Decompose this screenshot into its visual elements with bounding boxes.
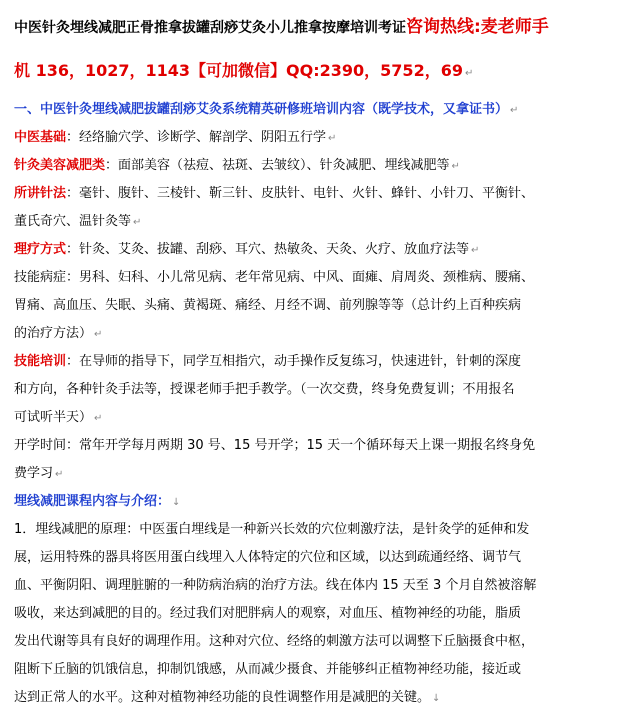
paragraph-mark-icon: ↵ — [451, 161, 460, 172]
principle-line — [14, 521, 529, 539]
schedule-line-2 — [14, 465, 63, 484]
basics-line — [14, 129, 336, 148]
needles-text-1: ：毫针、腹针、三棱针、靳三针、皮肤针、电针、火针、蜂针、小针刀、平衡针、 — [66, 186, 535, 201]
paragraph-mark-icon: ↵ — [55, 469, 64, 480]
paragraph-mark-icon: ↵ — [471, 245, 480, 256]
principle-text: 发出代谢等具有良好的调理作用。这种对穴位、经络的刺激方法可以调整下丘脑摄食中枢， — [14, 634, 535, 649]
needles-line-1 — [14, 185, 534, 203]
schedule-text-1: 开学时间：常年开学每月两期 30 号、15 号开学；15 天一个循环每天上课一期报名终身免 — [14, 438, 536, 453]
paragraph-mark-icon: ↓ — [432, 693, 441, 704]
principle-line — [14, 633, 534, 651]
training-text-3: 可试听半天） — [14, 410, 93, 425]
phone-text: 机 136，1027，1143【可加微信】QQ:2390，5752，69 — [14, 61, 463, 80]
training-line-2 — [14, 381, 515, 399]
principle-line — [14, 605, 521, 623]
hotline-label: 咨询热线:麦老师手 — [406, 17, 549, 37]
training-line-3 — [14, 409, 102, 428]
diseases-text-2: 胃痛、高血压、失眠、头痛、黄褐斑、痛经、月经不调、前列腺等等（总计约上百种疾病 — [14, 298, 522, 313]
training-text-2: 和方向，各种针灸手法等，授课老师手把手教学。（一次交费，终身免费复训；不用报名 — [14, 382, 515, 397]
section2-heading-line — [14, 493, 180, 512]
header-line — [14, 18, 549, 38]
section1-heading: 一、中医针灸埋线减肥拔罐刮痧艾灸系统精英研修班培训内容（既学技术，又拿证书） — [14, 102, 509, 117]
section1-heading-line — [14, 101, 518, 120]
therapy-text: ：针灸、艾灸、拔罐、刮痧、耳穴、热敏灸、天灸、火疗、放血疗法等 — [66, 242, 470, 257]
header-title: 中医针灸埋线减肥正骨推拿拔罐刮痧艾灸小儿推拿按摩培训考证 — [14, 20, 406, 36]
needles-label: 所讲针法 — [14, 186, 67, 201]
paragraph-mark-icon: ↵ — [328, 133, 337, 144]
training-line-1 — [14, 353, 521, 371]
phone-line — [14, 62, 473, 83]
diseases-line-1 — [14, 269, 534, 287]
principle-line — [14, 689, 440, 708]
diseases-line-2 — [14, 297, 521, 315]
paragraph-mark-icon: ↵ — [94, 413, 103, 424]
principle-line — [14, 661, 521, 679]
paragraph-mark-icon: ↵ — [510, 105, 519, 116]
therapy-label: 理疗方式 — [14, 242, 67, 257]
paragraph-mark-icon: ↵ — [464, 68, 474, 79]
principle-text: 展，运用特殊的器具将医用蛋白线埋入人体特定的穴位和区域，以达到疏通经络、调节气 — [14, 550, 522, 565]
paragraph-mark-icon: ↵ — [133, 217, 142, 228]
diseases-text-3: 的治疗方法） — [14, 326, 93, 341]
basics-text: ：经络腧穴学、诊断学、解剖学、阴阳五行学 — [66, 130, 327, 145]
needles-line-2 — [14, 213, 141, 232]
basics-label: 中医基础 — [14, 130, 67, 145]
principle-line — [14, 549, 521, 567]
principle-text: 阻断下丘脑的饥饿信息，抑制饥饿感，从而减少摄食、并能够纠正植物神经功能，接近或 — [14, 662, 522, 677]
principle-text: 血、平衡阴阳、调理脏腑的一种防病治病的治疗方法。线在体内 15 天至 3 个月自然被溶解 — [14, 578, 537, 593]
principle-line — [14, 577, 536, 595]
beauty-text: ：面部美容（祛痘、祛斑、去皱纹）、针灸减肥、埋线减肥等 — [105, 158, 450, 173]
paragraph-mark-icon: ↵ — [94, 329, 103, 340]
principle-text: 吸收，来达到减肥的目的。经过我们对肥胖病人的观察，对血压、植物神经的功能，脂质 — [14, 606, 522, 621]
needles-text-2: 董氏奇穴、温针灸等 — [14, 214, 132, 229]
training-label: 技能培训 — [14, 354, 67, 369]
beauty-label: 针灸美容减肥类 — [14, 158, 106, 173]
paragraph-mark-icon: ↓ — [172, 497, 181, 508]
section2-heading: 埋线减肥课程内容与介绍： — [14, 494, 171, 509]
diseases-line-3 — [14, 325, 102, 344]
diseases-text-1: 技能病症：男科、妇科、小儿常见病、老年常见病、中风、面瘫、肩周炎、颈椎病、腰痛、 — [14, 270, 535, 285]
schedule-text-2: 费学习 — [14, 466, 54, 481]
therapy-line — [14, 241, 479, 260]
training-text-1: ：在导师的指导下，同学互相指穴，动手操作反复练习，快速进针，针刺的深度 — [66, 354, 522, 369]
principle-text: 1．埋线减肥的原理：中医蛋白埋线是一种新兴长效的穴位刺激疗法，是针灸学的延伸和发 — [14, 522, 530, 537]
principle-text: 达到正常人的水平。这种对植物神经功能的良性调整作用是减肥的关键。 — [14, 690, 431, 705]
beauty-line — [14, 157, 460, 176]
schedule-line-1 — [14, 437, 535, 455]
